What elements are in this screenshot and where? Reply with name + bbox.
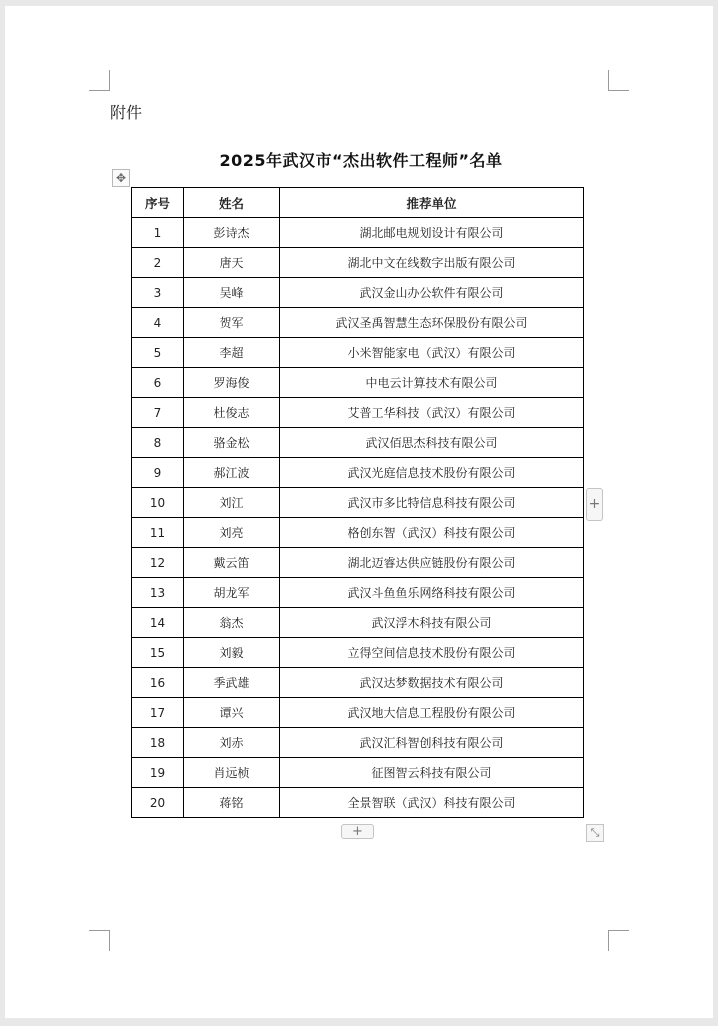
row-unit: 武汉达梦数据技术有限公司: [280, 668, 584, 698]
table-row: [132, 758, 584, 788]
table-row: [132, 638, 584, 668]
row-index: 12: [132, 548, 184, 578]
table-resize-icon[interactable]: ⤡: [586, 824, 604, 842]
row-index: 3: [132, 278, 184, 308]
row-name: 骆金松: [184, 428, 280, 458]
row-index: 2: [132, 248, 184, 278]
row-index: 17: [132, 698, 184, 728]
row-name: 谭兴: [184, 698, 280, 728]
row-index: 19: [132, 758, 184, 788]
row-unit: 武汉地大信息工程股份有限公司: [280, 698, 584, 728]
document-title: 2025年武汉市“杰出软件工程师”名单: [219, 151, 503, 170]
row-unit: 武汉浮木科技有限公司: [280, 608, 584, 638]
margin-corner-bottom-right: [608, 930, 629, 951]
table-row: [132, 458, 584, 488]
row-index: 4: [132, 308, 184, 338]
table-row: [132, 518, 584, 548]
row-name: 蒋铭: [184, 788, 280, 818]
row-name: 杜俊志: [184, 398, 280, 428]
table-row: [132, 788, 584, 818]
row-unit: 湖北中文在线数字出版有限公司: [280, 248, 584, 278]
row-index: 5: [132, 338, 184, 368]
row-name: 彭诗杰: [184, 218, 280, 248]
row-index: 8: [132, 428, 184, 458]
row-index: 10: [132, 488, 184, 518]
table-row: [132, 548, 584, 578]
row-name: 唐天: [184, 248, 280, 278]
row-name: 李超: [184, 338, 280, 368]
row-name: 罗海俊: [184, 368, 280, 398]
name-list-table: [131, 187, 584, 818]
attachment-label: 附件: [110, 103, 143, 122]
table-row: [132, 698, 584, 728]
table-row: [132, 308, 584, 338]
row-name: 郝江波: [184, 458, 280, 488]
row-unit: 武汉市多比特信息科技有限公司: [280, 488, 584, 518]
row-name: 肖远桢: [184, 758, 280, 788]
row-index: 6: [132, 368, 184, 398]
table-row: [132, 368, 584, 398]
add-row-plus-icon[interactable]: +: [341, 824, 374, 839]
table-row: [132, 728, 584, 758]
table-row: [132, 398, 584, 428]
row-name: 贺军: [184, 308, 280, 338]
row-index: 14: [132, 608, 184, 638]
margin-corner-bottom-left: [89, 930, 110, 951]
row-name: 吴峰: [184, 278, 280, 308]
row-unit: 小米智能家电（武汉）有限公司: [280, 338, 584, 368]
table-move-icon[interactable]: ✥: [112, 169, 130, 187]
row-unit: 武汉佰思杰科技有限公司: [280, 428, 584, 458]
header-name: 姓名: [184, 188, 280, 218]
row-unit: 湖北邮电规划设计有限公司: [280, 218, 584, 248]
row-name: 刘毅: [184, 638, 280, 668]
row-unit: 武汉光庭信息技术股份有限公司: [280, 458, 584, 488]
row-unit: 武汉汇科智创科技有限公司: [280, 728, 584, 758]
add-column-plus-icon[interactable]: +: [586, 488, 603, 521]
table-row: [132, 428, 584, 458]
row-unit: 立得空间信息技术股份有限公司: [280, 638, 584, 668]
table-row: [132, 278, 584, 308]
table-header-row: [132, 188, 584, 218]
row-name: 季武雄: [184, 668, 280, 698]
row-index: 1: [132, 218, 184, 248]
row-index: 18: [132, 728, 184, 758]
row-name: 刘江: [184, 488, 280, 518]
table-row: [132, 668, 584, 698]
table-row: [132, 488, 584, 518]
table-row: [132, 578, 584, 608]
row-index: 20: [132, 788, 184, 818]
row-unit: 艾普工华科技（武汉）有限公司: [280, 398, 584, 428]
row-unit: 武汉金山办公软件有限公司: [280, 278, 584, 308]
row-index: 16: [132, 668, 184, 698]
document-page: [5, 6, 713, 1018]
header-index: 序号: [132, 188, 184, 218]
row-name: 刘赤: [184, 728, 280, 758]
row-unit: 武汉斗鱼鱼乐网络科技有限公司: [280, 578, 584, 608]
row-name: 刘亮: [184, 518, 280, 548]
row-unit: 全景智联（武汉）科技有限公司: [280, 788, 584, 818]
row-unit: 征图智云科技有限公司: [280, 758, 584, 788]
row-index: 11: [132, 518, 184, 548]
row-name: 胡龙军: [184, 578, 280, 608]
row-index: 15: [132, 638, 184, 668]
row-index: 7: [132, 398, 184, 428]
row-name: 戴云笛: [184, 548, 280, 578]
row-unit: 武汉圣禹智慧生态环保股份有限公司: [280, 308, 584, 338]
table-row: [132, 338, 584, 368]
margin-corner-top-right: [608, 70, 629, 91]
row-unit: 格创东智（武汉）科技有限公司: [280, 518, 584, 548]
row-index: 9: [132, 458, 184, 488]
row-unit: 中电云计算技术有限公司: [280, 368, 584, 398]
row-name: 翁杰: [184, 608, 280, 638]
row-index: 13: [132, 578, 184, 608]
table-row: [132, 608, 584, 638]
table-row: [132, 218, 584, 248]
margin-corner-top-left: [89, 70, 110, 91]
table-row: [132, 248, 584, 278]
row-unit: 湖北迈睿达供应链股份有限公司: [280, 548, 584, 578]
header-unit: 推荐单位: [280, 188, 584, 218]
